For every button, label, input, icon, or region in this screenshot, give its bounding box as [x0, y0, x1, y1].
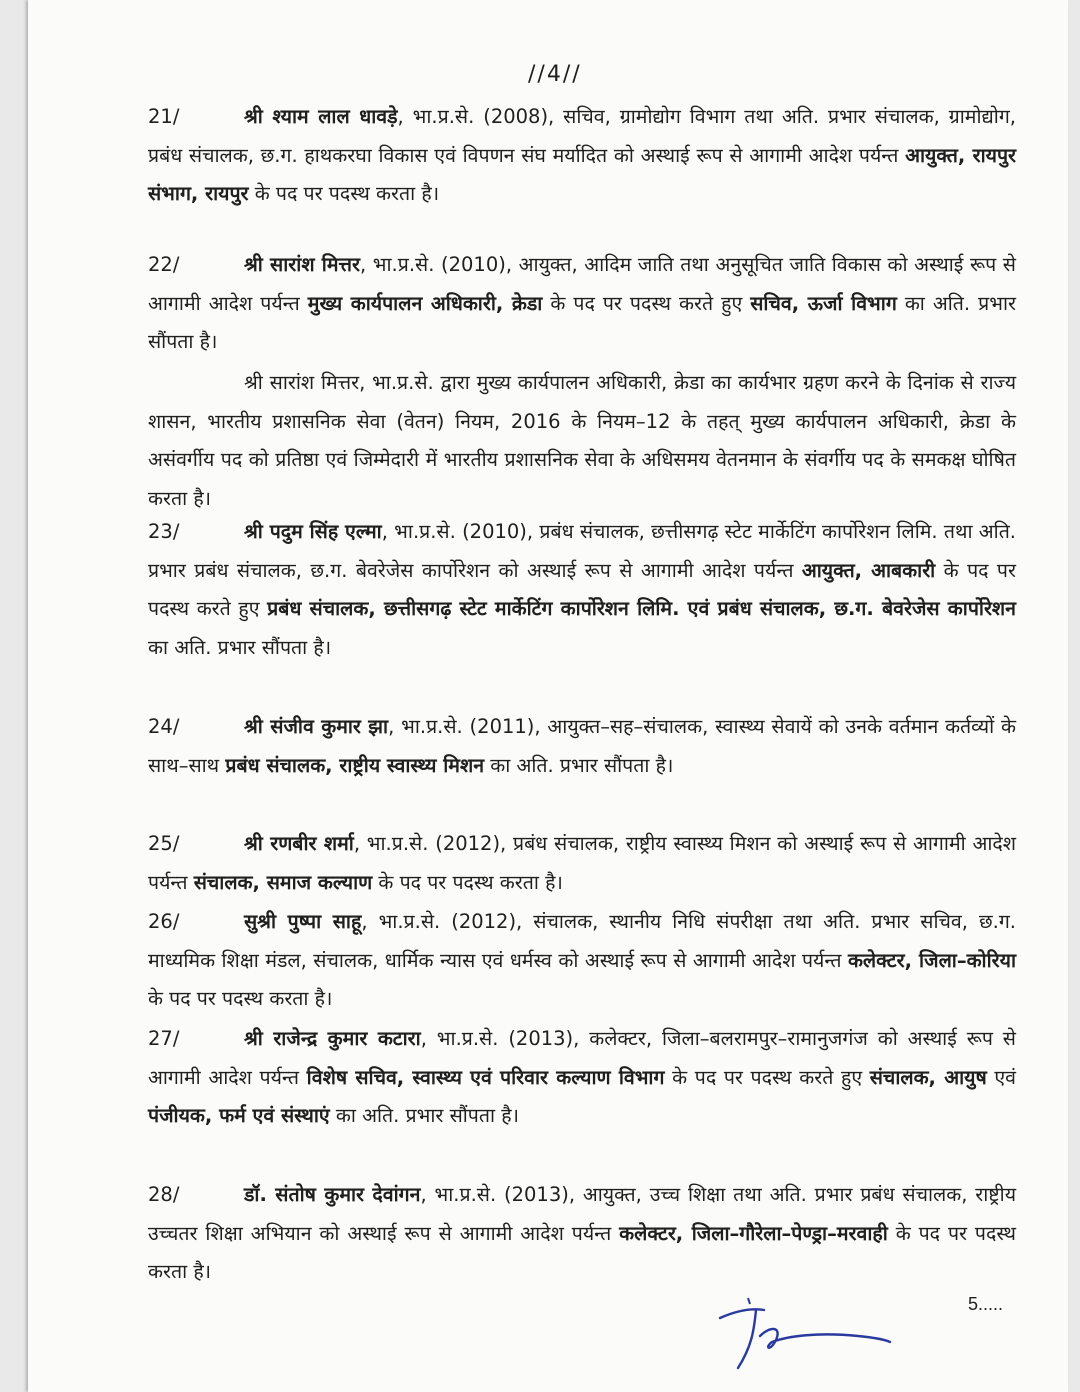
body-text: , भा.प्र.से. (2011), आयुक्त–सह–संचालक, स्वास्थ्य सेवायें को उनके वर्तमान कर्तव्यों के साथ–साथ — [148, 715, 1016, 777]
body-text: का अति. प्रभार सौंपता है। — [329, 1104, 519, 1127]
body-text: के पद पर पदस्थ करता है। — [148, 1221, 1016, 1283]
body-text: का अति. प्रभार सौंपता है। — [484, 753, 674, 777]
body-text: के पद पर पदस्थ करते हुए — [148, 558, 1016, 620]
bold-text: श्री श्याम लाल धावड़े — [244, 105, 398, 128]
bold-text: श्री रणबीर शर्मा — [244, 832, 354, 855]
order-paragraph — [148, 825, 1016, 902]
body-text: , भा.प्र.से. (2008), सचिव, ग्रामोद्योग विभाग तथा अति. प्रभार संचालक, ग्रामोद्योग, प्रबंध संचालक, छ.ग. हाथकरघा विकास एवं विपणन संघ मर्यादित को अस्थाई रूप से आगामी आदेश पर्यन्त — [148, 105, 1017, 167]
paragraph-number: 23/ — [148, 520, 180, 543]
bold-text: श्री पदुम सिंह एल्मा — [244, 520, 382, 543]
bold-text: प्रबंध संचालक, छत्तीसगढ़ स्टेट मार्केटिंग कार्पोरेशन लिमि. एवं प्रबंध संचालक, छ.ग. बेवरेजेस कार्पोरेशन — [267, 597, 1016, 620]
bold-text: श्री राजेन्द्र कुमार कटारा — [244, 1027, 421, 1050]
paragraph-number: 25/ — [148, 832, 180, 855]
body-text: , भा.प्र.से. (2013), आयुक्त, उच्च शिक्षा तथा अति. प्रभार प्रबंध संचालक, राष्ट्रीय उच्चतर शिक्षा अभियान को अस्थाई रूप से आगामी आदेश पर्यन्त — [148, 1183, 1017, 1245]
paragraph-number: 21/ — [148, 105, 180, 128]
bold-text: कलेक्टर, जिला–गौरेला–पेण्ड्रा–मरवाही — [619, 1221, 888, 1245]
signature — [708, 1296, 908, 1376]
paragraph-number: 22/ — [148, 253, 180, 276]
body-text: , भा.प्र.से. (2013), कलेक्टर, जिला–बलरामपुर–रामानुजगंज को अस्थाई रूप से आगामी आदेश पर्यन्त — [148, 1027, 1016, 1089]
bold-text: सुश्री पुष्पा साहू — [244, 910, 362, 933]
body-text: , भा.प्र.से. (2010), आयुक्त, आदिम जाति तथा अनुसूचित जाति विकास को अस्थाई रूप से आगामी आदेश पर्यन्त — [148, 253, 1016, 315]
order-paragraph — [148, 246, 1016, 362]
bold-text: मुख्य कार्यपालन अधिकारी, क्रेडा — [307, 291, 543, 315]
order-paragraph — [148, 903, 1016, 1019]
next-page-indicator: 5..... — [968, 1294, 1004, 1314]
bold-text: संचालक, आयुष — [869, 1065, 987, 1089]
body-text: के पद पर पदस्थ करता है। — [248, 182, 440, 205]
bold-text: सचिव, ऊर्जा विभाग — [750, 291, 897, 315]
bold-text: श्री संजीव कुमार झा — [244, 715, 389, 738]
body-text: के पद पर पदस्थ करता है। — [372, 870, 563, 894]
bold-text: आयुक्त, रायपुर संभाग, रायपुर — [148, 143, 1017, 205]
document-page — [28, 0, 1068, 1392]
bold-text: कलेक्टर, जिला–कोरिया — [847, 948, 1016, 972]
body-text: के पद पर पदस्थ करते हुए — [664, 1065, 870, 1089]
order-paragraph — [148, 1020, 1016, 1136]
bold-text: विशेष सचिव, स्वास्थ्य एवं परिवार कल्याण विभाग — [306, 1065, 665, 1089]
body-text: का अति. प्रभार सौंपता है। — [148, 291, 1016, 353]
bold-text: आयुक्त, आबकारी — [801, 558, 936, 582]
body-text: के पद पर पदस्थ करता है। — [148, 987, 333, 1010]
paragraph-number: 28/ — [148, 1183, 180, 1206]
bold-text: संचालक, समाज कल्याण — [193, 870, 373, 894]
body-text: के पद पर पदस्थ करते हुए — [542, 291, 751, 315]
page-number-header: //4// — [528, 62, 582, 87]
order-paragraph — [148, 1176, 1016, 1292]
body-text: श्री सारांश मित्तर, भा.प्र.से. द्वारा मुख्य कार्यपालन अधिकारी, क्रेडा का कार्यभार ग्रहण करने के दिनांक से राज्य शासन, भारतीय प्रशासनिक सेवा (वेतन) नियम, 2016 के नियम–12 के तहत् मुख्य कार्यपालन अधिकारी, क्रेडा के असंवर्गीय पद को प्रतिष्ठा एवं जिम्मेदारी में भारतीय प्रशासनिक सेवा के अधिसमय वेतनमान के संवर्गीय पद के समकक्ष घोषित करता है। — [148, 371, 1016, 510]
order-paragraph-continuation — [148, 364, 1016, 518]
bold-text: प्रबंध संचालक, राष्ट्रीय स्वास्थ्य मिशन — [225, 753, 485, 777]
paragraph-number: 26/ — [148, 910, 180, 933]
order-paragraph — [148, 513, 1016, 667]
bold-text: पंजीयक, फर्म एवं संस्थाएं — [148, 1104, 330, 1127]
body-text: , भा.प्र.से. (2012), प्रबंध संचालक, राष्ट्रीय स्वास्थ्य मिशन को अस्थाई रूप से आगामी आदेश पर्यन्त — [148, 832, 1017, 894]
body-text: एवं — [986, 1065, 1016, 1089]
body-text: , भा.प्र.से. (2012), संचालक, स्थानीय निधि संपरीक्षा तथा अति. प्रभार सचिव, छ.ग. माध्यमिक शिक्षा मंडल, संचालक, धार्मिक न्यास एवं धर्मस्व को अस्थाई रूप से आगामी आदेश पर्यन्त — [148, 910, 1017, 972]
bold-text: श्री सारांश मित्तर — [244, 253, 360, 276]
order-paragraph — [148, 98, 1016, 214]
bold-text: डॉ. संतोष कुमार देवांगन — [244, 1183, 421, 1206]
order-paragraph — [148, 708, 1016, 785]
body-text: , भा.प्र.से. (2010), प्रबंध संचालक, छत्तीसगढ़ स्टेट मार्केटिंग कार्पोरेशन लिमि. तथा अति. प्रभार प्रबंध संचालक, छ.ग. बेवरेजेस कार्पोरेशन को अस्थाई रूप से आगामी आदेश पर्यन्त — [148, 520, 1017, 582]
paragraph-number: 27/ — [148, 1027, 180, 1050]
paragraph-number: 24/ — [148, 715, 180, 738]
body-text: का अति. प्रभार सौंपता है। — [148, 635, 332, 659]
